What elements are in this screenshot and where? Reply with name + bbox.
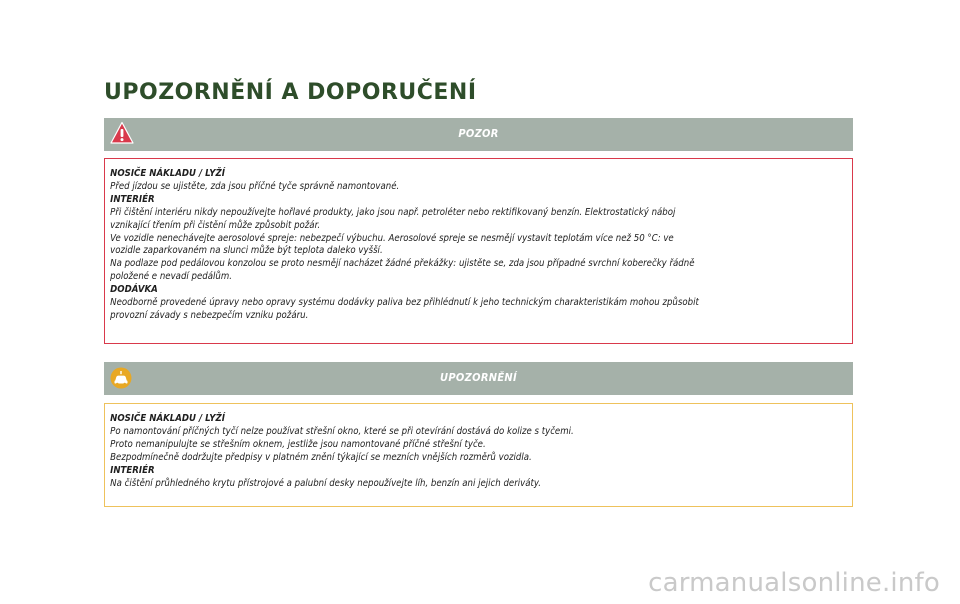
body-text-line: položené e nevadí pedálům. <box>110 271 232 283</box>
section-heading: NOSIČE NÁKLADU / LYŽÍ <box>110 413 225 424</box>
body-text-line: provozní závady s nebezpečím vzniku požáru. <box>110 309 309 321</box>
body-text-line: vozidle zaparkovaném na slunci může být teplota daleko vyšší. <box>110 245 383 257</box>
warning-content-box <box>104 403 853 507</box>
body-text-line: Po namontování příčných tyčí nelze používat střešní okno, které se při otevírání dostává do kolize s tyčemi. <box>110 425 574 437</box>
danger-banner-label: POZOR <box>458 127 499 140</box>
body-text-line: Při čištění interiéru nikdy nepoužívejte hořlavé produkty, jako jsou např. petroléter nebo rektifikovaný benzín. Elektrostatický náboj <box>110 206 676 218</box>
warning-banner <box>104 362 853 395</box>
danger-triangle-icon <box>110 121 134 145</box>
body-text-line: Před jízdou se ujistěte, zda jsou příčné tyče správně namontované. <box>110 180 400 192</box>
body-text-line: Ve vozidle nenechávejte aerosolové spreje: nebezpečí výbuchu. Aerosolové spreje se nesmějí vystavit teplotám více než 50 °C: ve <box>110 232 674 244</box>
section-heading: DODÁVKA <box>110 284 158 296</box>
car-warning-icon <box>110 367 132 389</box>
danger-content-box <box>104 158 853 344</box>
watermark: carmanualsonline.info <box>648 568 940 598</box>
danger-text <box>105 159 846 323</box>
body-text-line: Bezpodmínečně dodržujte předpisy v platném znění týkající se mezních vnějších rozměrů vozidla. <box>110 451 532 463</box>
section-heading: INTERIÉR <box>110 464 155 476</box>
section-heading: INTERIÉR <box>110 193 155 205</box>
section-heading: NOSIČE NÁKLADU / LYŽÍ <box>110 168 225 179</box>
body-text-line: Na podlaze pod pedálovou konzolou se proto nesmějí nacházet žádné překážky: ujistěte se, zda jsou případné svrchní koberečky řádně <box>110 258 695 270</box>
body-text-line: Na čištění průhledného krytu přístrojové a palubní desky nepoužívejte líh, benzín ani jejich deriváty. <box>110 477 542 489</box>
warning-text <box>105 404 846 490</box>
danger-banner <box>104 118 853 151</box>
body-text-line: Neodborně provedené úpravy nebo opravy systému dodávky paliva bez přihlédnutí k jeho technickým charakteristikám mohou způsobit <box>110 297 699 309</box>
body-text-line: Proto nemanipulujte se střešním oknem, jestliže jsou namontované příčné střešní tyče. <box>110 438 486 450</box>
page-title: UPOZORNĚNÍ A DOPORUČENÍ <box>104 80 477 105</box>
warning-banner-label: UPOZORNĚNÍ <box>440 371 517 384</box>
body-text-line: vznikající třením při čistění může způsobit požár. <box>110 219 321 231</box>
